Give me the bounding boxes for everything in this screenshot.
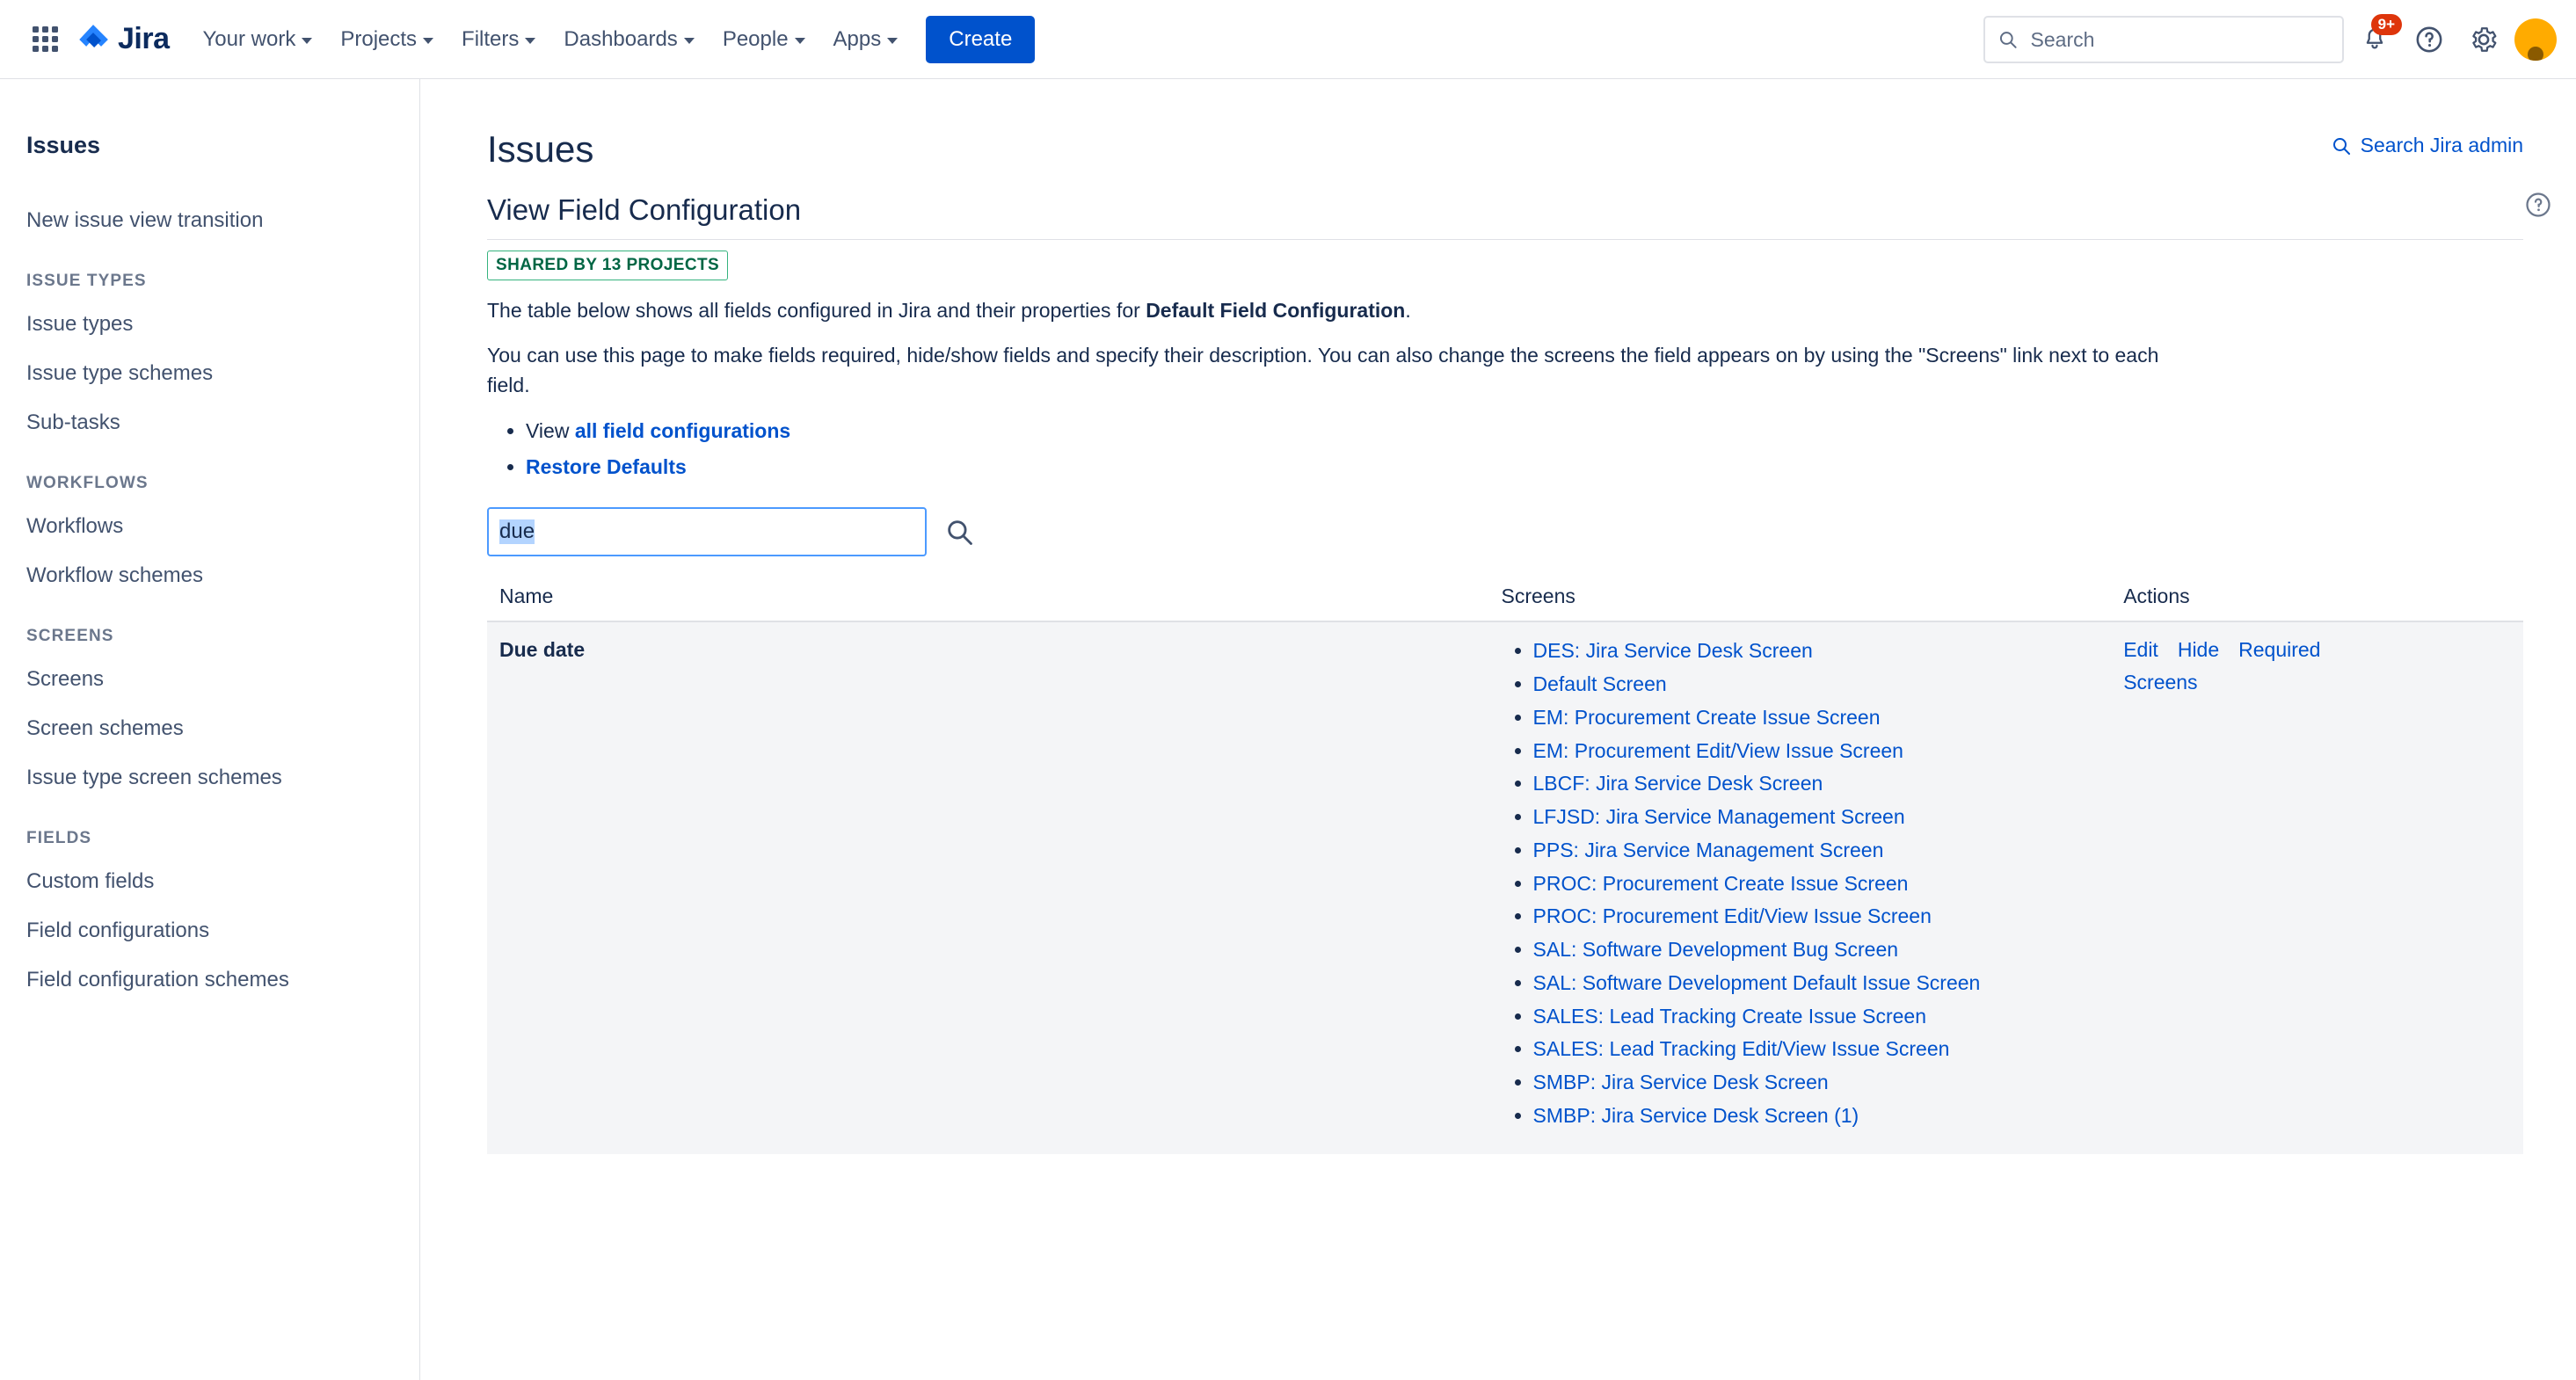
nav-people[interactable] [709,18,819,61]
chevron-down-icon [684,38,695,44]
settings-gear-icon [2469,25,2499,54]
intro-1-config-name: Default Field Configuration [1146,299,1406,322]
table-row [487,621,2523,1153]
create-button[interactable]: Create [926,16,1035,63]
intro-paragraph-2: You can use this page to make fields required, hide/show fields and specify their description. You can also change the screens the field appears on by using the "Screens" link next to each field. [487,344,2159,396]
search-jira-admin-label: Search Jira admin [2360,134,2523,156]
search-jira-admin-link[interactable] [2331,134,2523,157]
intro-paragraph-1 [487,296,2184,325]
search-input[interactable] [2029,27,2330,53]
nav-your-work-label: Your work [202,26,296,51]
all-field-configurations-link[interactable]: all field configurations [574,419,791,443]
sidebar-item-custom-fields[interactable]: Custom fields [26,869,155,893]
list-item [1533,1103,2108,1129]
jira-logo-icon [77,24,109,55]
screen-link-sales-lead-tracking-create-issue-screen[interactable]: SALES: Lead Tracking Create Issue Screen [1532,1004,1926,1028]
sidebar-group-fields-heading: FIELDS [26,829,92,847]
screen-link-lbcf-jira-service-desk-screen[interactable]: LBCF: Jira Service Desk Screen [1532,772,1823,795]
list-item [1533,1004,2108,1029]
sidebar-item-new-issue-view-transition[interactable]: New issue view transition [26,208,264,232]
list-item [1533,937,2108,962]
list-item [1533,838,2108,863]
view-prefix: View [526,419,575,443]
sidebar-item-workflows[interactable]: Workflows [26,514,124,538]
shared-badge-count: 13 PROJECTS [601,256,720,274]
brand-name: Jira [118,22,170,55]
table-header [487,576,2523,621]
screen-link-lfjsd-jira-service-management-screen[interactable]: LFJSD: Jira Service Management Screen [1532,805,1905,829]
sidebar-item-screens[interactable]: Screens [26,667,105,691]
nav-apps-label: Apps [833,26,882,51]
list-item [1533,904,2108,929]
sidebar-item-field-configuration-schemes[interactable]: Field configuration schemes [26,968,289,991]
intro-1-text-c: . [1405,299,1411,322]
sidebar-group-issue-types-heading: ISSUE TYPES [26,272,147,290]
table-body [487,621,2523,1153]
list-item [1533,1036,2108,1062]
field-configuration-table [487,576,2523,1153]
settings-button[interactable] [2460,16,2507,63]
screen-link-sales-lead-tracking-edit-view-issue-screen[interactable]: SALES: Lead Tracking Edit/View Issue Screen [1532,1037,1950,1061]
magnifier-icon[interactable] [944,517,974,547]
field-filter-input[interactable] [487,507,927,556]
column-header-name: Name [487,576,1502,621]
list-item [1533,871,2108,897]
list-item [1533,771,2108,796]
sidebar-group-workflows-heading: WORKFLOWS [26,474,149,492]
screen-link-proc-procurement-edit-view-issue-screen[interactable]: PROC: Procurement Edit/View Issue Screen [1532,904,1932,928]
nav-people-label: People [722,26,789,51]
screen-link-smbp-jira-service-desk-screen[interactable]: SMBP: Jira Service Desk Screen [1532,1071,1829,1094]
sidebar-title: Issues [26,132,101,158]
section-divider [487,239,2523,240]
avatar[interactable] [2514,18,2557,61]
list-item [1533,804,2108,830]
sidebar-group-screens-heading: SCREENS [26,627,114,645]
page-title: Issues [487,128,594,170]
chevron-down-icon [887,38,898,44]
sidebar-item-issue-types[interactable]: Issue types [26,312,134,336]
list-item [1533,970,2108,996]
list-item [1533,738,2108,764]
chevron-down-icon [795,38,805,44]
shared-badge-prefix: SHARED BY [496,256,602,274]
nav-filters-label: Filters [462,26,520,51]
table-header-row [487,576,2523,621]
list-item [1533,1070,2108,1095]
column-header-actions: Actions [2107,576,2523,621]
shared-projects-badge [487,251,728,280]
restore-defaults-link[interactable]: Restore Defaults [526,454,687,478]
top-right-controls [1983,0,2557,79]
chevron-down-icon [525,38,535,44]
screens-list [1502,638,2108,1128]
help-icon[interactable] [2525,192,2551,218]
nav-your-work[interactable] [189,18,327,61]
help-icon [2414,25,2444,54]
sidebar-item-workflow-schemes[interactable]: Workflow schemes [26,563,203,587]
sidebar-item-issue-type-schemes[interactable]: Issue type schemes [26,361,214,385]
nav-filters[interactable] [448,18,549,61]
list-item-view-all-field-configurations [526,416,2523,447]
sidebar-item-screen-schemes[interactable]: Screen schemes [26,716,184,740]
list-item [1533,705,2108,730]
notifications-button[interactable] [2351,16,2398,63]
sidebar-item-field-configurations[interactable]: Field configurations [26,919,210,942]
action-edit-link[interactable]: Edit [2123,638,2158,662]
cell-actions [2107,621,2523,1153]
field-filter-row [487,507,2523,556]
action-hide-link[interactable]: Hide [2177,638,2220,662]
app-switcher-button[interactable] [25,19,65,60]
sidebar-item-issue-type-screen-schemes[interactable]: Issue type screen schemes [26,766,282,789]
cell-field-name: Due date [487,621,1502,1153]
help-button[interactable] [2405,16,2453,63]
chevron-down-icon [423,38,433,44]
list-item [1533,638,2108,664]
screen-link-default-screen[interactable]: Default Screen [1532,672,1667,696]
screen-link-smbp-jira-service-desk-screen-1[interactable]: SMBP: Jira Service Desk Screen (1) [1532,1103,1859,1127]
jira-home-link[interactable] [77,22,170,56]
intro-1-text-a: The table below shows all fields configured in Jira and their properties for [487,299,1146,322]
search-icon [2331,135,2352,156]
column-header-screens: Screens [1502,576,2108,621]
chevron-down-icon [302,38,312,44]
global-search[interactable] [1983,16,2344,63]
search-icon [1997,28,2019,51]
top-navigation-bar [0,0,2576,79]
screen-link-proc-procurement-create-issue-screen[interactable]: PROC: Procurement Create Issue Screen [1532,871,1909,895]
screen-link-em-procurement-create-issue-screen[interactable]: EM: Procurement Create Issue Screen [1532,705,1881,729]
page-body [0,79,2576,1380]
avatar-person-icon [2528,47,2543,61]
row-actions [2123,638,2413,694]
screen-link-des-jira-service-desk-screen[interactable]: DES: Jira Service Desk Screen [1532,639,1813,663]
section-title: View Field Configuration [487,193,802,226]
main-content [420,79,2576,1380]
nav-projects-label: Projects [340,26,418,51]
nav-apps[interactable] [819,18,913,61]
action-required-link[interactable]: Required [2238,638,2321,662]
action-links-list [487,416,2523,483]
screen-link-sal-software-development-default-issue-screen[interactable]: SAL: Software Development Default Issue Screen [1532,970,1981,994]
sidebar-item-sub-tasks[interactable]: Sub-tasks [26,410,120,434]
list-item [1533,672,2108,697]
nav-dashboards[interactable] [549,18,708,61]
screen-link-sal-software-development-bug-screen[interactable]: SAL: Software Development Bug Screen [1532,938,1899,962]
list-item-restore-defaults [526,452,2523,483]
nav-dashboards-label: Dashboards [564,26,678,51]
nav-projects[interactable] [326,18,448,61]
notifications-badge: 9+ [2371,14,2402,35]
screen-link-em-procurement-edit-view-issue-screen[interactable]: EM: Procurement Edit/View Issue Screen [1532,738,1903,762]
grid-apps-icon [33,26,58,52]
screen-link-pps-jira-service-management-screen[interactable]: PPS: Jira Service Management Screen [1532,838,1884,861]
action-screens-link[interactable]: Screens [2123,671,2198,694]
cell-screens [1502,621,2108,1153]
admin-sidebar [0,79,420,1380]
